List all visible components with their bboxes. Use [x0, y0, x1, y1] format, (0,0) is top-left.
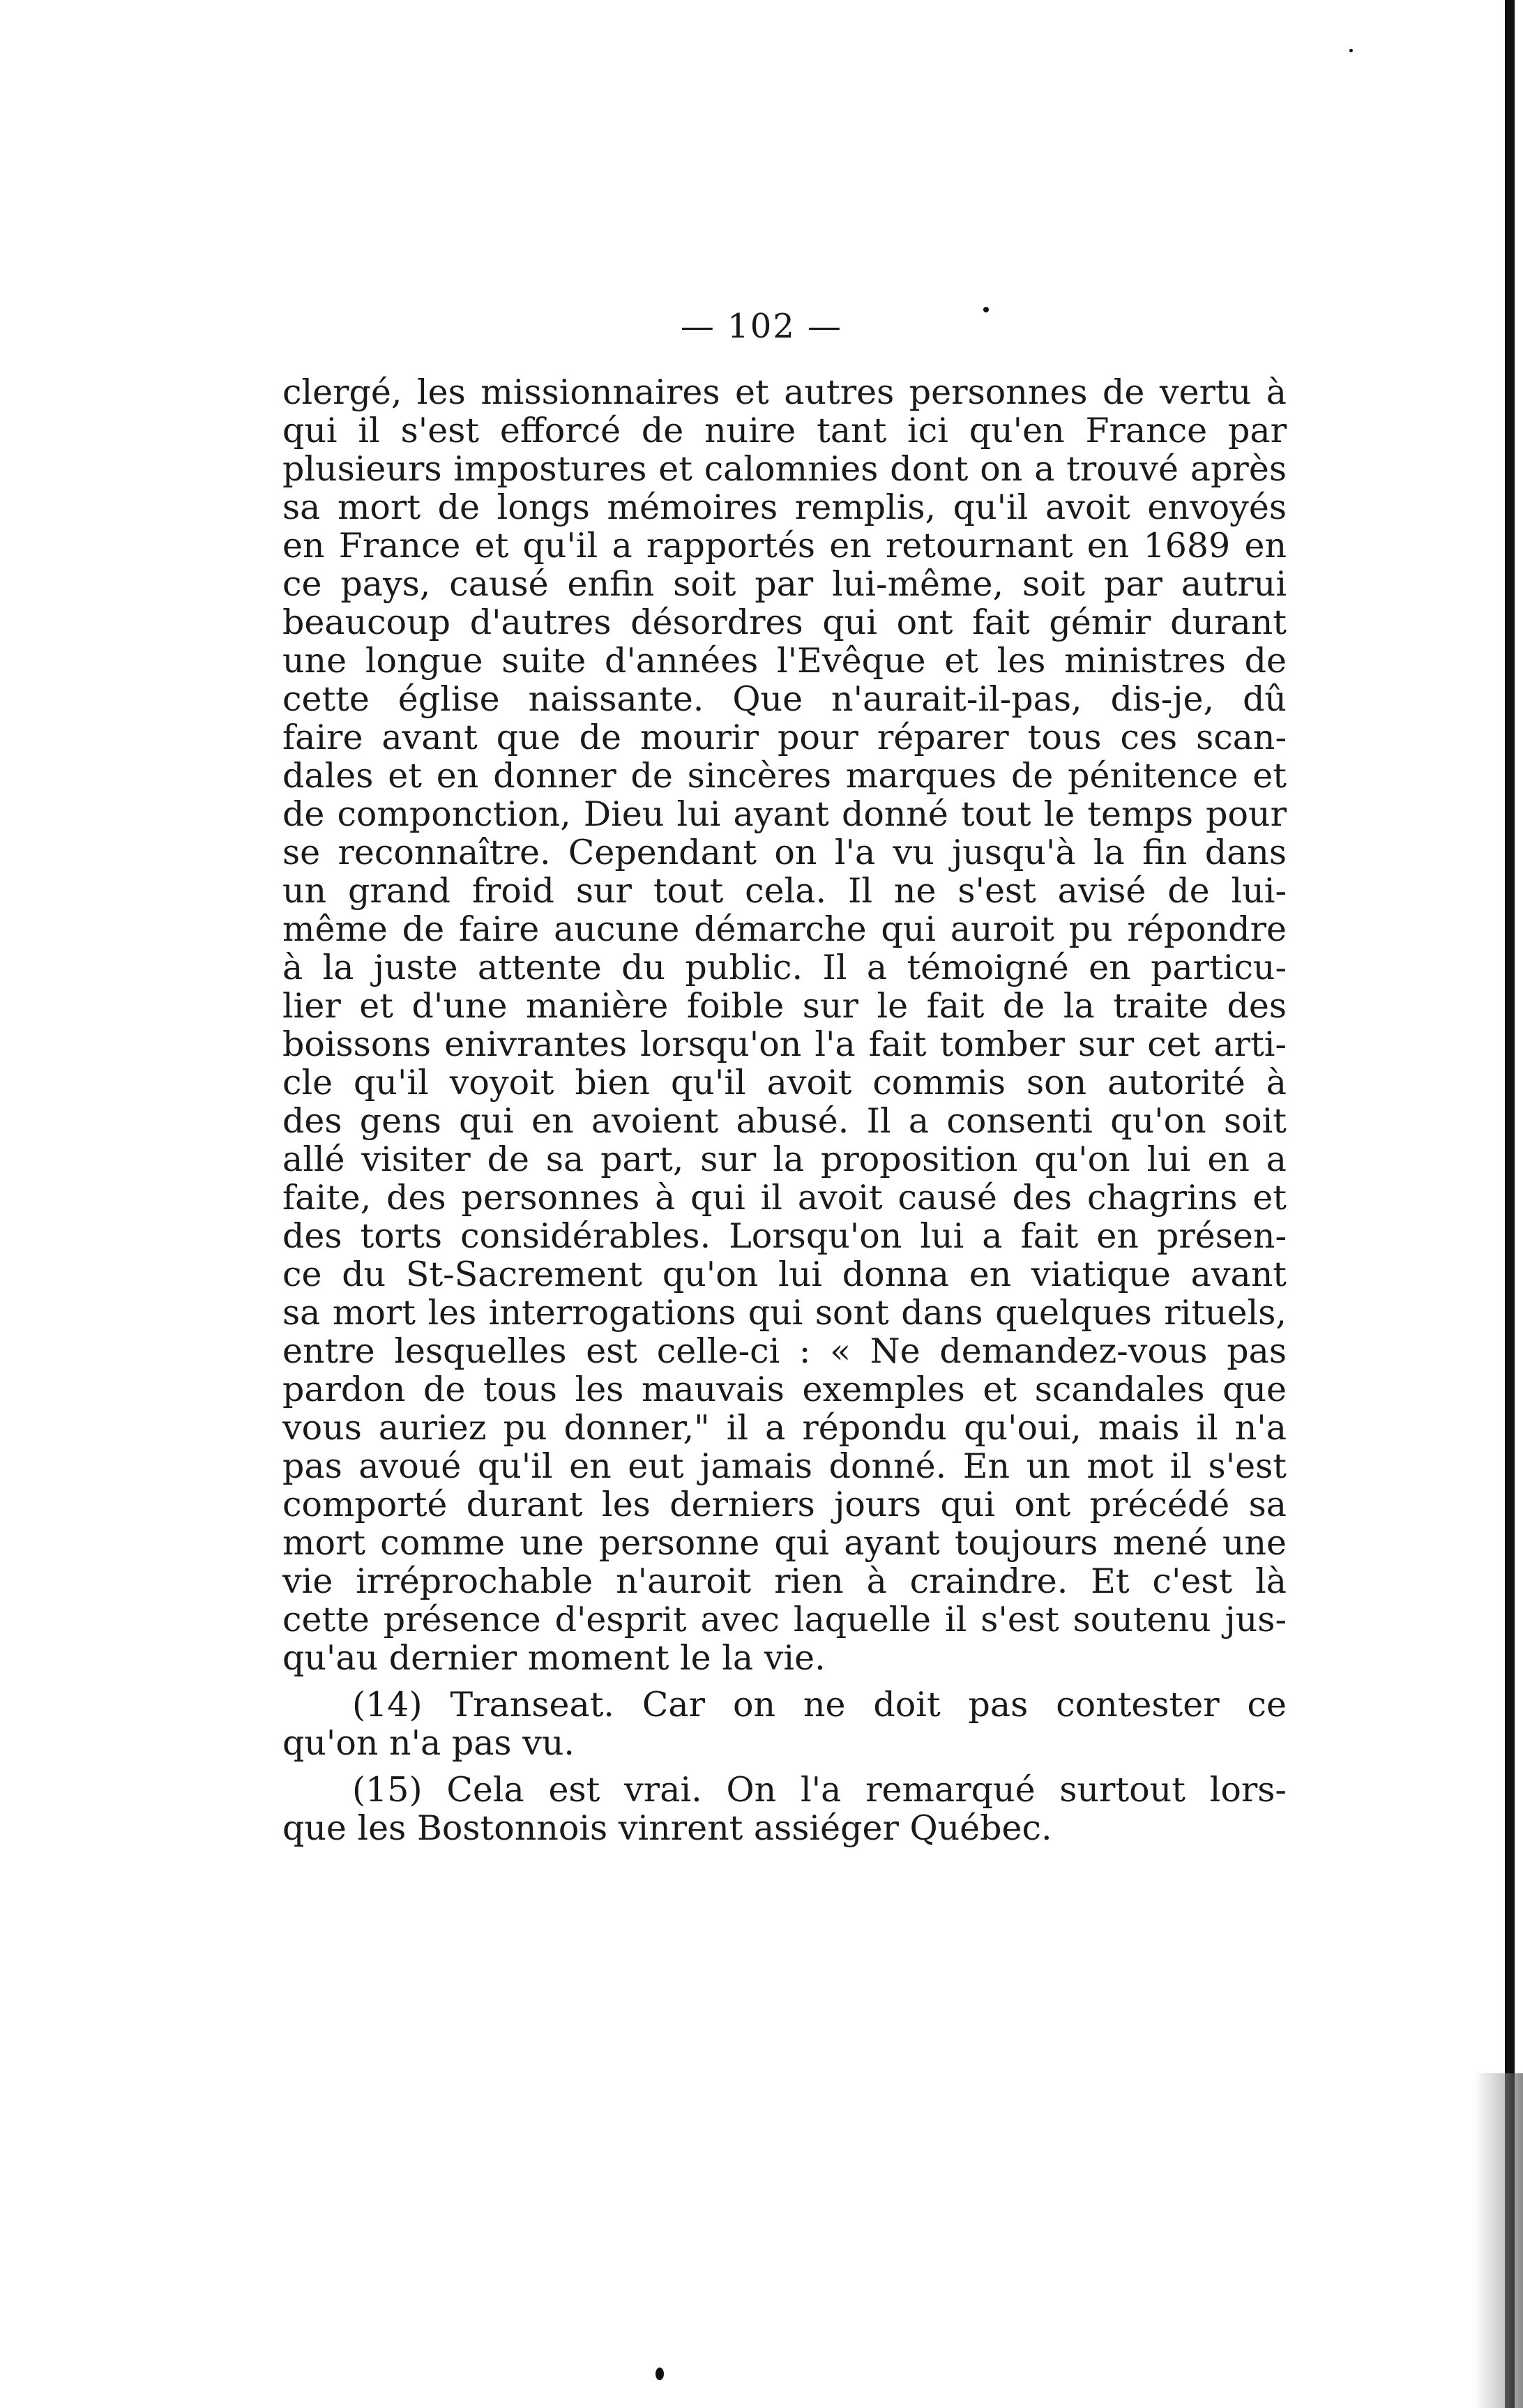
text-line: plusieurs impostures et calomnies dont on a trouvé après	[282, 449, 1287, 489]
text-line: faire avant que de mourir pour réparer tous ces scan-	[282, 718, 1287, 757]
page-number: — 102 —	[680, 307, 843, 346]
print-speck	[656, 2368, 664, 2380]
text-line: (15) Cela est vrai. On l'a remarqué surtout lors-	[352, 1770, 1287, 1810]
text-line: se reconnaître. Cependant on l'a vu jusqu'à la fin dans	[282, 833, 1287, 872]
text-line: (14) Transeat. Car on ne doit pas contester ce	[352, 1685, 1287, 1725]
text-line: allé visiter de sa part, sur la proposition qu'on lui en a	[282, 1139, 1287, 1179]
text-line: comporté durant les derniers jours qui ont précédé sa	[282, 1485, 1287, 1524]
text-line: à la juste attente du public. Il a témoigné en particu-	[282, 948, 1287, 987]
text-line: qu'au dernier moment le la vie.	[282, 1638, 826, 1678]
text-line: pardon de tous les mauvais exemples et scandales que	[282, 1370, 1287, 1409]
text-line: de componction, Dieu lui ayant donné tout le temps pour	[282, 794, 1287, 834]
text-line: cette présence d'esprit avec laquelle il s'est soutenu jus-	[282, 1600, 1287, 1640]
print-speck	[983, 307, 989, 312]
text-line: cle qu'il voyoit bien qu'il avoit commis son autorité à	[282, 1063, 1287, 1103]
text-line: un grand froid sur tout cela. Il ne s'est avisé de lui-	[282, 871, 1287, 911]
text-line: mort comme une personne qui ayant toujours mené une	[282, 1523, 1287, 1563]
text-line: vie irréprochable n'auroit rien à craindre. Et c'est là	[282, 1561, 1287, 1601]
text-line: entre lesquelles est celle-ci : « Ne demandez-vous pas	[282, 1331, 1287, 1371]
text-line: sa mort les interrogations qui sont dans quelques rituels,	[282, 1293, 1287, 1333]
text-line: des gens qui en avoient abusé. Il a consenti qu'on soit	[282, 1101, 1287, 1141]
text-line: clergé, les missionnaires et autres personnes de vertu à	[282, 372, 1287, 412]
text-line: boissons enivrantes lorsqu'on l'a fait tomber sur cet arti-	[282, 1024, 1287, 1064]
text-line: faite, des personnes à qui il avoit causé des chagrins et	[282, 1178, 1287, 1218]
text-line: une longue suite d'années l'Evêque et les ministres de	[282, 641, 1287, 681]
text-line: des torts considérables. Lorsqu'on lui a fait en présen-	[282, 1216, 1287, 1256]
text-line: ce pays, causé enfin soit par lui-même, soit par autrui	[282, 564, 1287, 604]
text-line: beaucoup d'autres désordres qui ont fait gémir durant	[282, 603, 1287, 642]
text-line: vous auriez pu donner," il a répondu qu'oui, mais il n'a	[282, 1408, 1287, 1448]
body-text	[282, 373, 1287, 1847]
text-line: qui il s'est efforcé de nuire tant ici qu'en France par	[282, 411, 1287, 450]
text-line: qu'on n'a pas vu.	[282, 1723, 575, 1763]
text-line: dales et en donner de sincères marques de pénitence et	[282, 756, 1287, 796]
print-speck	[1349, 49, 1353, 52]
page-edge-fade	[1474, 2073, 1523, 2408]
text-line: que les Bostonnois vinrent assiéger Québec.	[282, 1808, 1052, 1848]
text-line: cette église naissante. Que n'aurait-il-pas, dis-je, dû	[282, 679, 1287, 719]
text-line: ce du St-Sacrement qu'on lui donna en viatique avant	[282, 1255, 1287, 1294]
text-line: pas avoué qu'il en eut jamais donné. En un mot il s'est	[282, 1446, 1287, 1486]
text-line: sa mort de longs mémoires remplis, qu'il avoit envoyés	[282, 487, 1287, 527]
text-line: même de faire aucune démarche qui auroit pu répondre	[282, 909, 1287, 949]
text-line: en France et qu'il a rapportés en retournant en 1689 en	[282, 526, 1287, 566]
page-edge-shadow	[1505, 0, 1515, 2408]
text-line: lier et d'une manière foible sur le fait de la traite des	[282, 986, 1287, 1026]
